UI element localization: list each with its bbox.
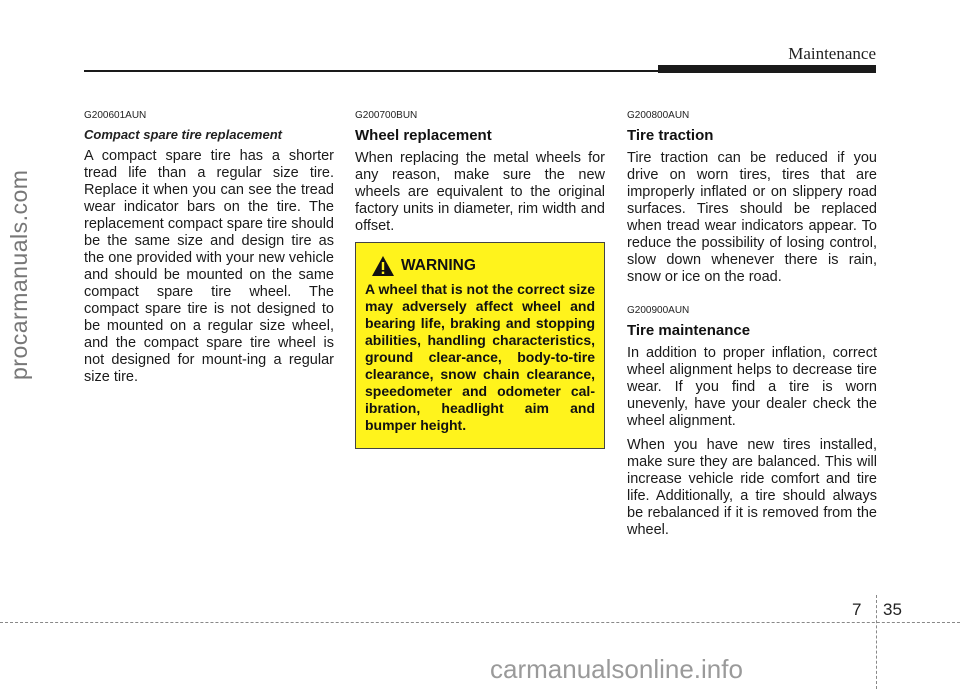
section-heading: Wheel replacement	[355, 127, 492, 144]
paragraph: When replacing the metal wheels for any reason, make sure the new wheels are equivalent to the original factory units in diameter, rim width and offset.	[355, 150, 605, 234]
chapter-number: 7	[852, 600, 862, 619]
bottom-watermark: carmanualsonline.info	[490, 654, 743, 684]
header-rule	[84, 70, 664, 72]
warning-text: A wheel that is not the correct size may adversely affect wheel and bearing life, braking and stopping abilities, handling characteristics, ground clear-ance, body-to-tire clearance, snow chain clearance, speedometer and odometer cal-ibration, headlight aim and bumper height.	[365, 281, 595, 433]
section-code: G200601AUN	[84, 110, 147, 121]
paragraph: When you have new tires installed, make sure they are balanced. This will increase vehicle ride comfort and tire life. Additionally, a tire should always be rebalanced if it is removed from the wheel.	[627, 437, 877, 538]
footer-rule	[0, 622, 960, 623]
header-rule-thick	[658, 65, 876, 73]
section-code: G200800AUN	[627, 110, 690, 121]
side-watermark: procarmanuals.com	[6, 169, 32, 380]
warning-box	[355, 242, 605, 449]
section-code: G200900AUN	[627, 305, 690, 316]
warning-triangle-icon	[371, 255, 395, 277]
warning-title: WARNING	[401, 257, 476, 274]
section-spacer	[627, 293, 877, 305]
section-heading: Tire traction	[627, 127, 714, 144]
warning-header	[365, 255, 595, 277]
footer-divider	[876, 595, 877, 689]
paragraph: Tire traction can be reduced if you drive on worn tires, tires that are improperly inflated or on slippery road surfaces. Tires should be replaced when tread wear indicators appear. To reduce the possibility of losing control, slow down whenever there is rain, snow or ice on the road.	[627, 150, 877, 285]
paragraph: A compact spare tire has a shorter tread life than a regular size tire. Replace it when you can see the tread wear indicator bars on the tire. The replacement compact spare tire should be the same size and design tire as the one provided with your new vehicle and should be mounted on the same compact spare tire wheel. The compact spare tire is not designed to be mounted on a regular size wheel, and the compact spare tire wheel is not designed for mount-ing a regular size tire.	[84, 148, 334, 385]
column-3	[627, 110, 877, 546]
section-heading: Tire maintenance	[627, 322, 751, 339]
column-1	[84, 110, 334, 393]
page-header-title: Maintenance	[788, 44, 876, 63]
page-number: 35	[883, 600, 902, 619]
section-code: G200700BUN	[355, 110, 418, 121]
section-heading: Compact spare tire replacement	[84, 127, 282, 142]
paragraph: In addition to proper inflation, correct wheel alignment helps to decrease tire wear. If you find a tire is worn unevenly, have your dealer check the wheel alignment.	[627, 345, 877, 429]
column-2	[355, 110, 605, 242]
